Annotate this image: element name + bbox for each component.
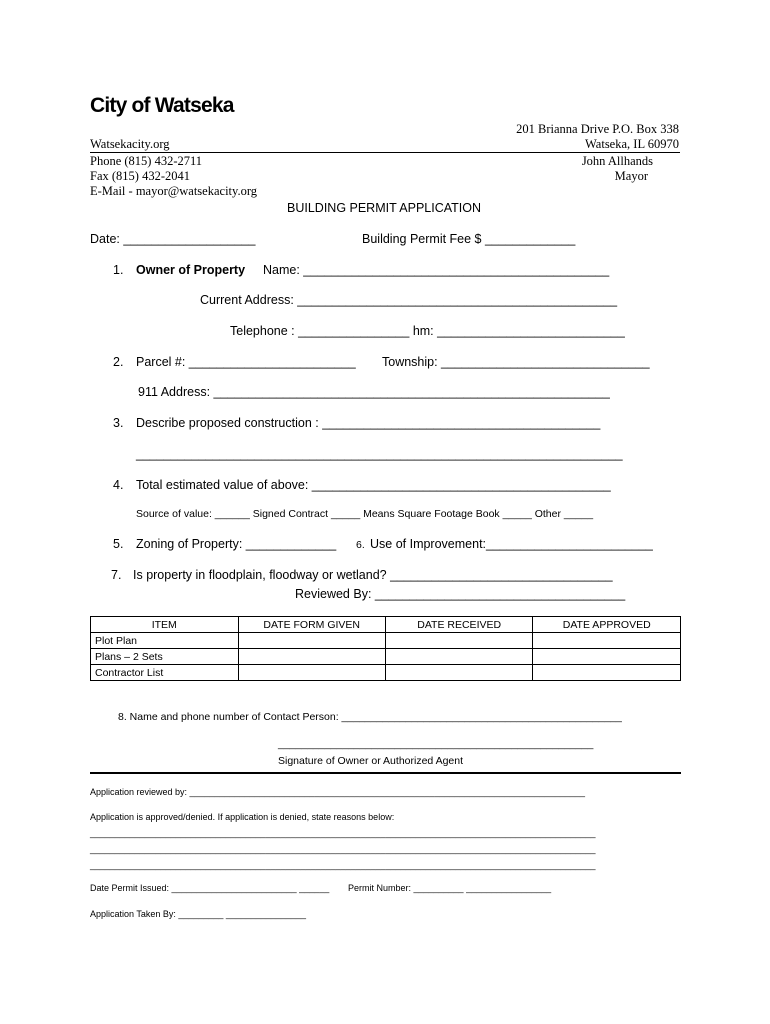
denial-reason-line[interactable]: _____________________________________________________________________________________________________ [90,860,596,870]
permit-number-field[interactable]: Permit Number: __________ _________________ [348,883,552,893]
parcel-field[interactable]: Parcel #: ________________________ [136,355,356,369]
table-cell[interactable] [385,633,533,649]
table-row [91,665,681,681]
table-cell[interactable] [533,633,681,649]
q7-number: 7. [111,568,122,582]
header-divider [90,152,680,153]
q4-number: 4. [113,478,124,492]
denial-reason-line[interactable]: _____________________________________________________________________________________________________ [90,844,596,854]
date-field[interactable]: Date: ___________________ [90,232,256,246]
reviewed-by-field[interactable]: Reviewed By: ____________________________________ [295,587,626,601]
township-field[interactable]: Township: ______________________________ [382,355,650,369]
table-header: DATE APPROVED [533,617,681,633]
office-use-divider [90,772,681,774]
zoning-field[interactable]: Zoning of Property: _____________ [136,537,337,551]
q6-number: 6. [356,539,365,551]
denial-reason-line[interactable]: _____________________________________________________________________________________________________ [90,828,596,838]
table-cell[interactable] [385,665,533,681]
website: Watsekacity.org [90,137,170,151]
table-cell[interactable] [533,665,681,681]
table-cell[interactable] [238,665,385,681]
date-permit-issued-field[interactable]: Date Permit Issued: _________________________ ______ [90,883,330,893]
address-911-field[interactable]: 911 Address: _________________________________________________________ [138,385,610,399]
mayor-title: Mayor [614,169,648,183]
telephone-field[interactable]: Telephone : ________________ hm: ___________________________ [230,324,625,338]
construction-line-2[interactable]: ______________________________________________________________________ [136,447,623,461]
contact-person-field[interactable]: 8. Name and phone number of Contact Person: ________________________________________________ [118,711,622,723]
permit-items-table [90,616,681,681]
table-header: DATE RECEIVED [385,617,533,633]
signature-label: Signature of Owner or Authorized Agent [278,755,464,767]
table-cell[interactable] [238,633,385,649]
page-title: City of Watseka [90,94,234,117]
table-header-row [91,617,681,633]
table-cell[interactable] [385,649,533,665]
q2-number: 2. [113,355,124,369]
estimated-value-field[interactable]: Total estimated value of above: ___________________________________________ [136,478,611,492]
application-taken-by-field[interactable]: Application Taken By: _________ ________________ [90,909,307,919]
email: E-Mail - mayor@watsekacity.org [90,184,258,198]
floodplain-field[interactable]: Is property in floodplain, floodway or wetland? ________________________________ [133,568,613,582]
current-address-field[interactable]: Current Address: ______________________________________________ [200,293,618,307]
table-cell: Contractor List [91,665,239,681]
mayor-name: John Allhands [581,154,653,168]
table-header: DATE FORM GIVEN [238,617,385,633]
table-header: ITEM [91,617,239,633]
owner-name-field[interactable]: Name: ____________________________________________ [263,263,610,277]
address-line-2: Watseka, IL 60970 [585,137,679,151]
q1-number: 1. [113,263,124,277]
table-cell[interactable] [238,649,385,665]
signature-line[interactable]: ______________________________________________________ [278,738,594,750]
form-title: BUILDING PERMIT APPLICATION [287,201,482,215]
approved-denied-label: Application is approved/denied. If application is denied, state reasons below: [90,812,395,822]
table-row [91,633,681,649]
construction-field[interactable]: Describe proposed construction : ________________________________________ [136,416,601,430]
permit-fee-field[interactable]: Building Permit Fee $ _____________ [362,232,576,246]
q3-number: 3. [113,416,124,430]
source-of-value[interactable]: Source of value: ______ Signed Contract _____ Means Square Footage Book _____ Other _____ [136,508,594,520]
use-of-improvement-field[interactable]: Use of Improvement:________________________ [370,537,653,551]
table-cell: Plot Plan [91,633,239,649]
q1-owner-label: Owner of Property [136,263,246,277]
table-row [91,649,681,665]
table-cell: Plans – 2 Sets [91,649,239,665]
table-cell[interactable] [533,649,681,665]
application-reviewed-by-field[interactable]: Application reviewed by: _______________________________________________________________________________ [90,787,585,797]
q5-number: 5. [113,537,124,551]
address-line-1: 201 Brianna Drive P.O. Box 338 [516,122,679,136]
fax: Fax (815) 432-2041 [90,169,190,183]
phone: Phone (815) 432-2711 [90,154,203,168]
